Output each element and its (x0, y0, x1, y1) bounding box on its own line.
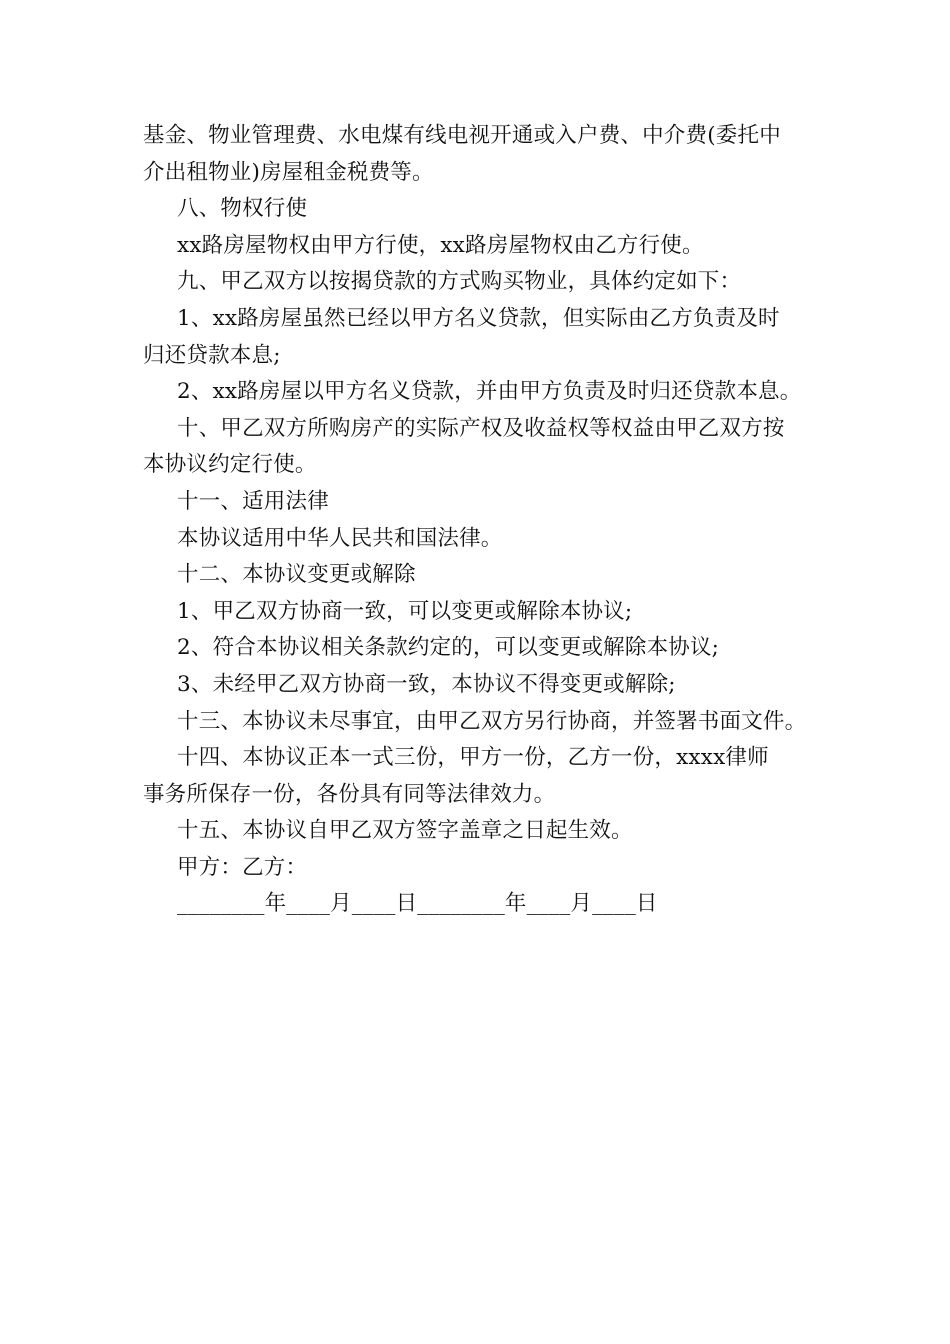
section-heading: 九、甲乙双方以按揭贷款的方式购买物业，具体约定如下： (177, 269, 742, 295)
section-heading: 十三、本协议未尽事宜，由甲乙双方另行协商，并签署书面文件。 (177, 708, 807, 734)
signature-date-blanks: ________年____月____日________年____月____日 (177, 891, 658, 917)
paragraph-line: 1、甲乙双方协商一致，可以变更或解除本协议; (177, 598, 633, 624)
signature-parties: 甲方：乙方： (177, 854, 308, 880)
paragraph-line: 2、xx路房屋以甲方名义贷款，并由甲方负责及时归还贷款本息。 (177, 379, 802, 405)
paragraph-line: 本协议适用中华人民共和国法律。 (177, 525, 503, 551)
document-body (143, 118, 813, 923)
paragraph-line: xx路房屋物权由甲方行使，xx路房屋物权由乙方行使。 (177, 232, 704, 258)
paragraph-line: 1、xx路房屋虽然已经以甲方名义贷款，但实际由乙方负责及时 (177, 305, 780, 331)
paragraph-line: 2、符合本协议相关条款约定的，可以变更或解除本协议; (177, 635, 720, 661)
section-heading: 十、甲乙双方所购房产的实际产权及收益权等权益由甲乙双方按 (177, 415, 785, 441)
paragraph-line: 归还贷款本息; (143, 342, 281, 368)
paragraph-line: 3、未经甲乙双方协商一致，本协议不得变更或解除; (177, 671, 676, 697)
paragraph-line: 本协议约定行使。 (143, 452, 317, 478)
section-heading: 十五、本协议自甲乙双方签字盖章之日起生效。 (177, 818, 633, 844)
paragraph-line: 介出租物业)房屋租金税费等。 (143, 159, 434, 185)
paragraph-line: 事务所保存一份，各份具有同等法律效力。 (143, 781, 556, 807)
section-heading: 八、物权行使 (177, 196, 308, 222)
section-heading: 十四、本协议正本一式三份，甲方一份，乙方一份，xxxx律师 (177, 745, 769, 771)
paragraph-line: 基金、物业管理费、水电煤有线电视开通或入户费、中介费(委托中 (143, 123, 781, 148)
section-heading: 十一、适用法律 (177, 488, 329, 514)
section-heading: 十二、本协议变更或解除 (177, 562, 416, 588)
